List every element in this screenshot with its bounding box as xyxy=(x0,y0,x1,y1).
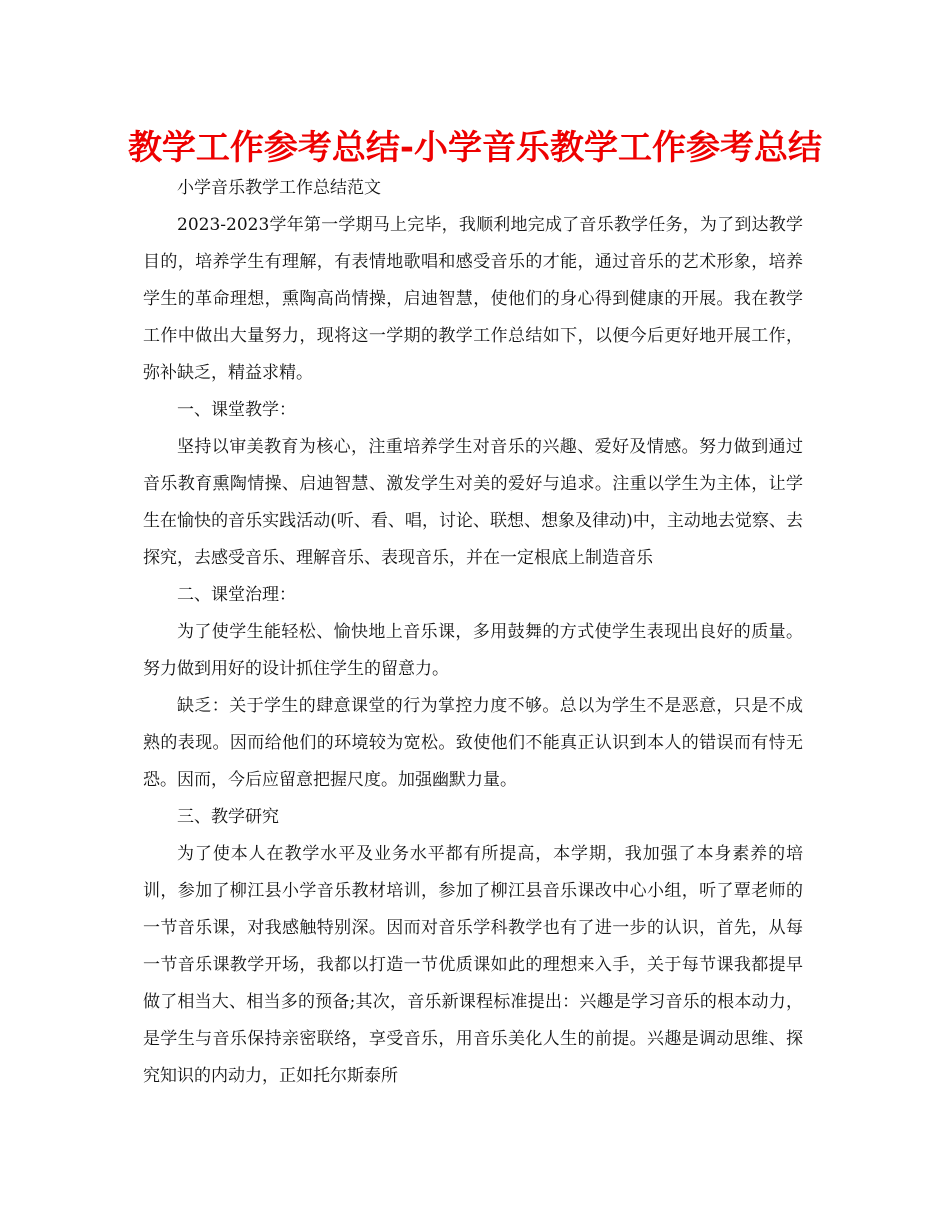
section-heading-classroom-management: 二、课堂治理： xyxy=(177,585,296,605)
section-heading-teaching-research: 三、教学研究 xyxy=(177,807,279,827)
paragraph-teaching-research: 为了使本人在教学水平及业务水平都有所提高，本学期，我加强了本身素养的培训，参加了柳江县小学音乐教材培训，参加了柳江县音乐课改中心小组，听了覃老师的一节音乐课，对我感触特别深。因而对音乐学科教学也有了进一步的认识，首先，从每一节音乐课教学开场，我都以打造一节优质课如此的理想来入手，关于每节课我都提早做了相当大、相当多的预备;其次，音乐新课程标准提出：兴趣是学习音乐的根本动力，是学生与音乐保持亲密联络，享受音乐，用音乐美化人生的前提。兴趣是调动思维、探究知识的内动力，正如托尔斯泰所 xyxy=(143,844,803,1086)
paragraph-classroom-teaching: 坚持以审美教育为核心，注重培养学生对音乐的兴趣、爱好及情感。努力做到通过音乐教育熏陶情操、启迪智慧、激发学生对美的爱好与追求。注重以学生为主体，让学生在愉快的音乐实践活动(听、看、唱，讨论、联想、想象及律动)中，主动地去觉察、去探究，去感受音乐、理解音乐、表现音乐，并在一定根底上制造音乐 xyxy=(143,437,803,568)
paragraph-classroom-management: 为了使学生能轻松、愉快地上音乐课，多用鼓舞的方式使学生表现出良好的质量。努力做到用好的设计抓住学生的留意力。 xyxy=(143,622,803,679)
paragraph-intro: 2023-2023学年第一学期马上完毕，我顺利地完成了音乐教学任务，为了到达教学目的，培养学生有理解，有表情地歌唱和感受音乐的才能，通过音乐的艺术形象，培养学生的革命理想，熏陶高尚情操，启迪智慧，使他们的身心得到健康的开展。我在教学工作中做出大量努力，现将这一学期的教学工作总结如下，以便今后更好地开展工作，弥补缺乏，精益求精。 xyxy=(143,215,803,383)
document-body xyxy=(143,170,803,1095)
document-title: 教学工作参考总结-小学音乐教学工作参考总结 xyxy=(127,128,823,168)
paragraph-shortcomings: 缺乏：关于学生的肆意课堂的行为掌控力度不够。总以为学生不是恶意，只是不成熟的表现。因而给他们的环境较为宽松。致使他们不能真正认识到本人的错误而有恃无恐。因而，今后应留意把握尺度。加强幽默力量。 xyxy=(143,696,803,790)
section-heading-classroom-teaching: 一、课堂教学： xyxy=(177,400,296,420)
paragraph-subtitle: 小学音乐教学工作总结范文 xyxy=(177,178,381,198)
